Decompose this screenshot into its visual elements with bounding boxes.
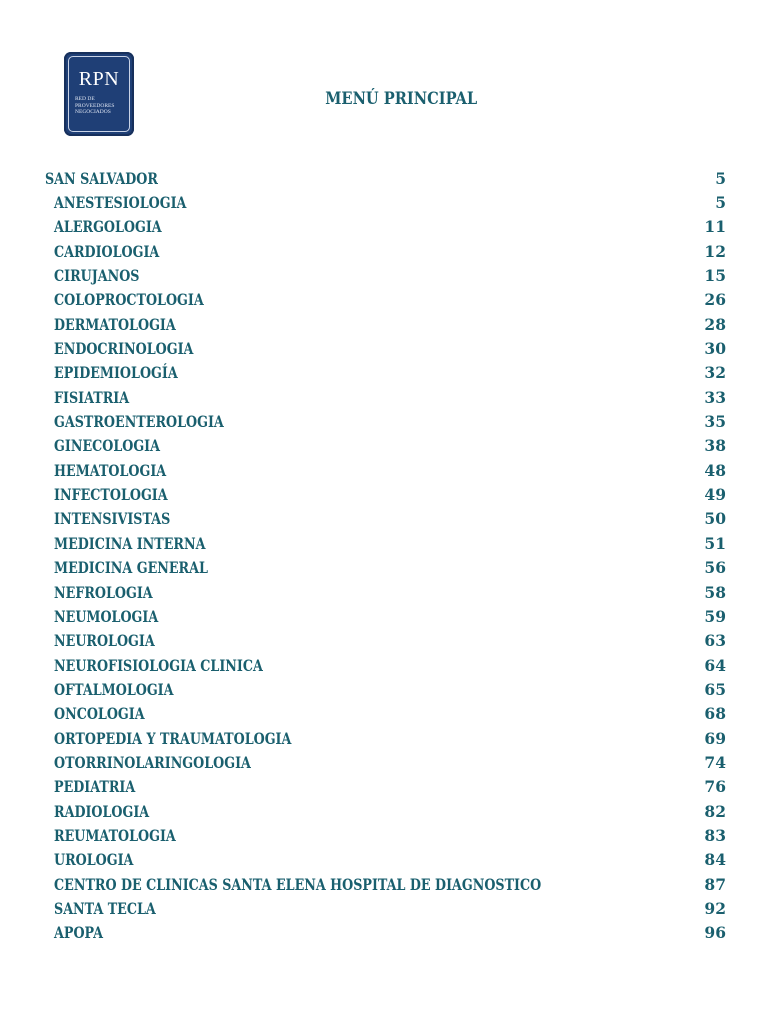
toc-entry-page-number: 50 <box>704 509 726 529</box>
toc-entry[interactable] <box>45 604 726 628</box>
toc-entry-label: OFTALMOLOGIA <box>54 679 174 699</box>
toc-entry-page-number: 5 <box>715 168 726 188</box>
toc-entry-page-number: 83 <box>704 825 726 845</box>
toc-entry[interactable] <box>45 702 726 726</box>
toc-entry-label: CARDIOLOGIA <box>54 241 160 261</box>
toc-entry-label: HEMATOLOGIA <box>54 460 167 480</box>
toc-entry[interactable] <box>45 653 726 677</box>
toc-entry[interactable] <box>45 166 726 190</box>
toc-entry[interactable] <box>45 409 726 433</box>
toc-entry[interactable] <box>45 458 726 482</box>
toc-entry-page-number: 32 <box>704 363 726 383</box>
toc-entry-label: NEUMOLOGIA <box>54 606 159 626</box>
toc-entry[interactable] <box>45 507 726 531</box>
toc-entry[interactable] <box>45 726 726 750</box>
toc-entry[interactable] <box>45 312 726 336</box>
logo-title: RPN <box>78 68 120 90</box>
toc-entry-label: SAN SALVADOR <box>45 168 158 188</box>
toc-entry[interactable] <box>45 215 726 239</box>
toc-entry-page-number: 12 <box>704 241 726 261</box>
toc-entry-page-number: 59 <box>704 606 726 626</box>
toc-entry[interactable] <box>45 190 726 214</box>
toc-entry-label: INFECTOLOGIA <box>54 485 168 505</box>
toc-entry-page-number: 33 <box>704 387 726 407</box>
toc-entry-page-number: 65 <box>704 679 726 699</box>
toc-entry-page-number: 64 <box>704 655 726 675</box>
toc-entry-page-number: 96 <box>704 923 726 943</box>
toc-entry-page-number: 82 <box>704 801 726 821</box>
toc-entry-page-number: 51 <box>704 533 726 553</box>
toc-entry[interactable] <box>45 629 726 653</box>
toc-entry-label: CIRUJANOS <box>54 266 140 286</box>
toc-entry[interactable] <box>45 896 726 920</box>
toc-entry[interactable] <box>45 775 726 799</box>
toc-entry-label: NEFROLOGIA <box>54 582 153 602</box>
toc-entry-label: EPIDEMIOLOGÍA <box>54 363 178 383</box>
toc-entry[interactable] <box>45 361 726 385</box>
toc-entry-label: MEDICINA INTERNA <box>54 533 206 553</box>
toc-entry-label: ORTOPEDIA Y TRAUMATOLOGIA <box>54 728 292 748</box>
toc-entry-page-number: 56 <box>704 558 726 578</box>
toc-entry[interactable] <box>45 799 726 823</box>
toc-entry-label: CENTRO DE CLINICAS SANTA ELENA HOSPITAL DE DIAGNOSTICO <box>54 874 542 894</box>
toc-entry-label: RADIOLOGIA <box>54 801 150 821</box>
toc-entry-page-number: 92 <box>704 898 726 918</box>
toc-entry-label: OTORRINOLARINGOLOGIA <box>54 752 251 772</box>
toc-entry-label: ENDOCRINOLOGIA <box>54 339 194 359</box>
toc-entry[interactable] <box>45 921 726 945</box>
toc-entry[interactable] <box>45 677 726 701</box>
toc-entry-page-number: 69 <box>704 728 726 748</box>
toc-entry-page-number: 76 <box>704 777 726 797</box>
toc-entry-label: COLOPROCTOLOGIA <box>54 290 204 310</box>
toc-entry-page-number: 84 <box>704 850 726 870</box>
toc-entry-label: ALERGOLOGIA <box>54 217 162 237</box>
toc-entry[interactable] <box>45 872 726 896</box>
toc-entry[interactable] <box>45 263 726 287</box>
toc-entry-page-number: 74 <box>704 752 726 772</box>
toc-entry-page-number: 11 <box>704 217 726 237</box>
toc-entry-label: DERMATOLOGIA <box>54 314 176 334</box>
toc-entry-label: PEDIATRIA <box>54 777 136 797</box>
toc-entry-page-number: 35 <box>704 412 726 432</box>
logo-subtitle-line: RED DE <box>75 96 95 102</box>
toc-entry[interactable] <box>45 556 726 580</box>
toc-entry[interactable] <box>45 434 726 458</box>
toc-entry-page-number: 26 <box>704 290 726 310</box>
logo-subtitle-line: NEGOCIADOS <box>75 109 111 115</box>
toc-entry-page-number: 38 <box>704 436 726 456</box>
toc-entry-page-number: 28 <box>704 314 726 334</box>
toc-entry[interactable] <box>45 336 726 360</box>
toc-entry[interactable] <box>45 239 726 263</box>
toc-entry-label: MEDICINA GENERAL <box>54 558 208 578</box>
toc-entry-page-number: 63 <box>704 631 726 651</box>
toc-entry-label: FISIATRIA <box>54 387 130 407</box>
toc-entry-label: REUMATOLOGIA <box>54 825 176 845</box>
toc-entry-page-number: 48 <box>704 460 726 480</box>
toc-entry-label: NEUROLOGIA <box>54 631 155 651</box>
page-title: MENÚ PRINCIPAL <box>325 89 478 109</box>
toc-entry[interactable] <box>45 531 726 555</box>
toc-entry[interactable] <box>45 288 726 312</box>
toc-entry-label: UROLOGIA <box>54 850 134 870</box>
toc-entry-page-number: 58 <box>704 582 726 602</box>
toc-entry[interactable] <box>45 750 726 774</box>
toc-entry-page-number: 68 <box>704 704 726 724</box>
toc-entry-label: GASTROENTEROLOGIA <box>54 412 224 432</box>
toc-entry-page-number: 87 <box>704 874 726 894</box>
toc-entry[interactable] <box>45 385 726 409</box>
toc-entry-page-number: 15 <box>704 266 726 286</box>
toc-entry[interactable] <box>45 823 726 847</box>
toc-entry-page-number: 49 <box>704 485 726 505</box>
toc-entry[interactable] <box>45 848 726 872</box>
toc-entry[interactable] <box>45 580 726 604</box>
logo-subtitle-line: PROVEEDORES <box>75 102 115 109</box>
toc-entry-page-number: 30 <box>704 339 726 359</box>
toc-entry-label: ANESTESIOLOGIA <box>54 193 187 213</box>
toc-entry-label: ONCOLOGIA <box>54 704 145 724</box>
toc-entry[interactable] <box>45 482 726 506</box>
table-of-contents <box>45 166 726 945</box>
toc-entry-label: SANTA TECLA <box>54 898 156 918</box>
toc-entry-label: APOPA <box>54 923 104 943</box>
toc-entry-label: GINECOLOGIA <box>54 436 160 456</box>
toc-entry-page-number: 5 <box>715 193 726 213</box>
toc-entry-label: NEUROFISIOLOGIA CLINICA <box>54 655 263 675</box>
toc-entry-label: INTENSIVISTAS <box>54 509 171 529</box>
